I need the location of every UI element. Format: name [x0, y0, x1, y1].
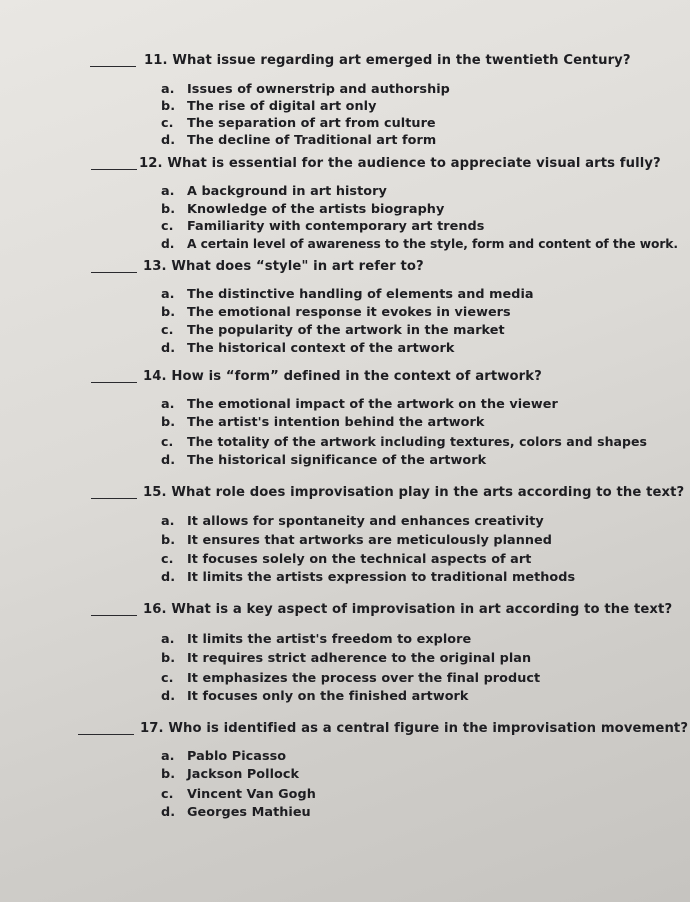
question-number: 16. — [143, 602, 167, 617]
question-prompt: What does “style" in art refer to? — [171, 259, 424, 274]
answer-blank-13[interactable] — [91, 272, 137, 273]
option-c: c. Familiarity with contemporary art trends — [161, 219, 485, 234]
question-number: 17. — [140, 721, 164, 736]
option-a: a. It limits the artist's freedom to explore — [161, 632, 472, 647]
question-number: 12. — [139, 156, 163, 171]
option-d: d. The decline of Traditional art form — [161, 133, 437, 148]
option-b: b. It ensures that artworks are meticulously planned — [161, 533, 552, 548]
question-number: 13. — [143, 259, 167, 274]
question-text — [143, 484, 684, 502]
answer-blank-12[interactable] — [91, 169, 137, 170]
question-text — [139, 155, 661, 173]
option-d: d. It limits the artists expression to traditional methods — [161, 570, 576, 585]
question-text — [140, 720, 688, 738]
option-d: d. A certain level of awareness to the style, form and content of the work. — [161, 237, 678, 251]
option-b: b. It requires strict adherence to the original plan — [161, 651, 532, 666]
option-c: c. Vincent Van Gogh — [161, 787, 316, 802]
question-number: 14. — [143, 369, 167, 384]
option-c: c. The popularity of the artwork in the market — [161, 323, 505, 338]
option-c: c. The totality of the artwork including textures, colors and shapes — [161, 434, 648, 449]
option-a: a. The distinctive handling of elements and media — [161, 287, 534, 302]
option-c: c. The separation of art from culture — [161, 116, 436, 131]
option-c: c. It emphasizes the process over the final product — [161, 671, 541, 686]
question-prompt: What is essential for the audience to appreciate visual arts fully? — [167, 156, 661, 171]
option-d: d. It focuses only on the finished artwork — [161, 689, 469, 704]
question-text — [143, 368, 542, 386]
answer-blank-16[interactable] — [91, 615, 137, 616]
option-a: a. Issues of ownerstrip and authorship — [161, 82, 450, 97]
question-prompt: What issue regarding art emerged in the twentieth Century? — [172, 53, 631, 68]
question-number: 11. — [144, 53, 168, 68]
option-d: d. The historical significance of the artwork — [161, 453, 487, 468]
option-a: a. A background in art history — [161, 184, 387, 199]
answer-blank-15[interactable] — [91, 498, 137, 499]
question-prompt: How is “form” defined in the context of artwork? — [171, 369, 542, 384]
option-c: c. It focuses solely on the technical aspects of art — [161, 552, 532, 567]
option-b: b. Knowledge of the artists biography — [161, 202, 445, 217]
option-a: a. Pablo Picasso — [161, 749, 287, 764]
question-text — [144, 52, 631, 70]
option-b: b. The rise of digital art only — [161, 99, 377, 114]
question-text — [143, 601, 672, 619]
option-a: a. The emotional impact of the artwork on the viewer — [161, 397, 558, 412]
option-d: d. The historical context of the artwork — [161, 341, 455, 356]
option-d: d. Georges Mathieu — [161, 805, 311, 820]
option-b: b. The artist's intention behind the artwork — [161, 415, 485, 430]
answer-blank-14[interactable] — [91, 382, 137, 383]
question-prompt: Who is identified as a central figure in the improvisation movement? — [168, 721, 689, 736]
answer-blank-11[interactable] — [90, 66, 136, 67]
question-number: 15. — [143, 485, 167, 500]
question-prompt: What is a key aspect of improvisation in art according to the text? — [171, 602, 673, 617]
option-b: b. The emotional response it evokes in viewers — [161, 305, 511, 320]
option-a: a. It allows for spontaneity and enhances creativity — [161, 514, 544, 529]
option-b: b. Jackson Pollock — [161, 767, 300, 782]
question-text — [143, 258, 424, 276]
answer-blank-17[interactable] — [78, 734, 134, 735]
question-prompt: What role does improvisation play in the arts according to the text? — [171, 485, 685, 500]
